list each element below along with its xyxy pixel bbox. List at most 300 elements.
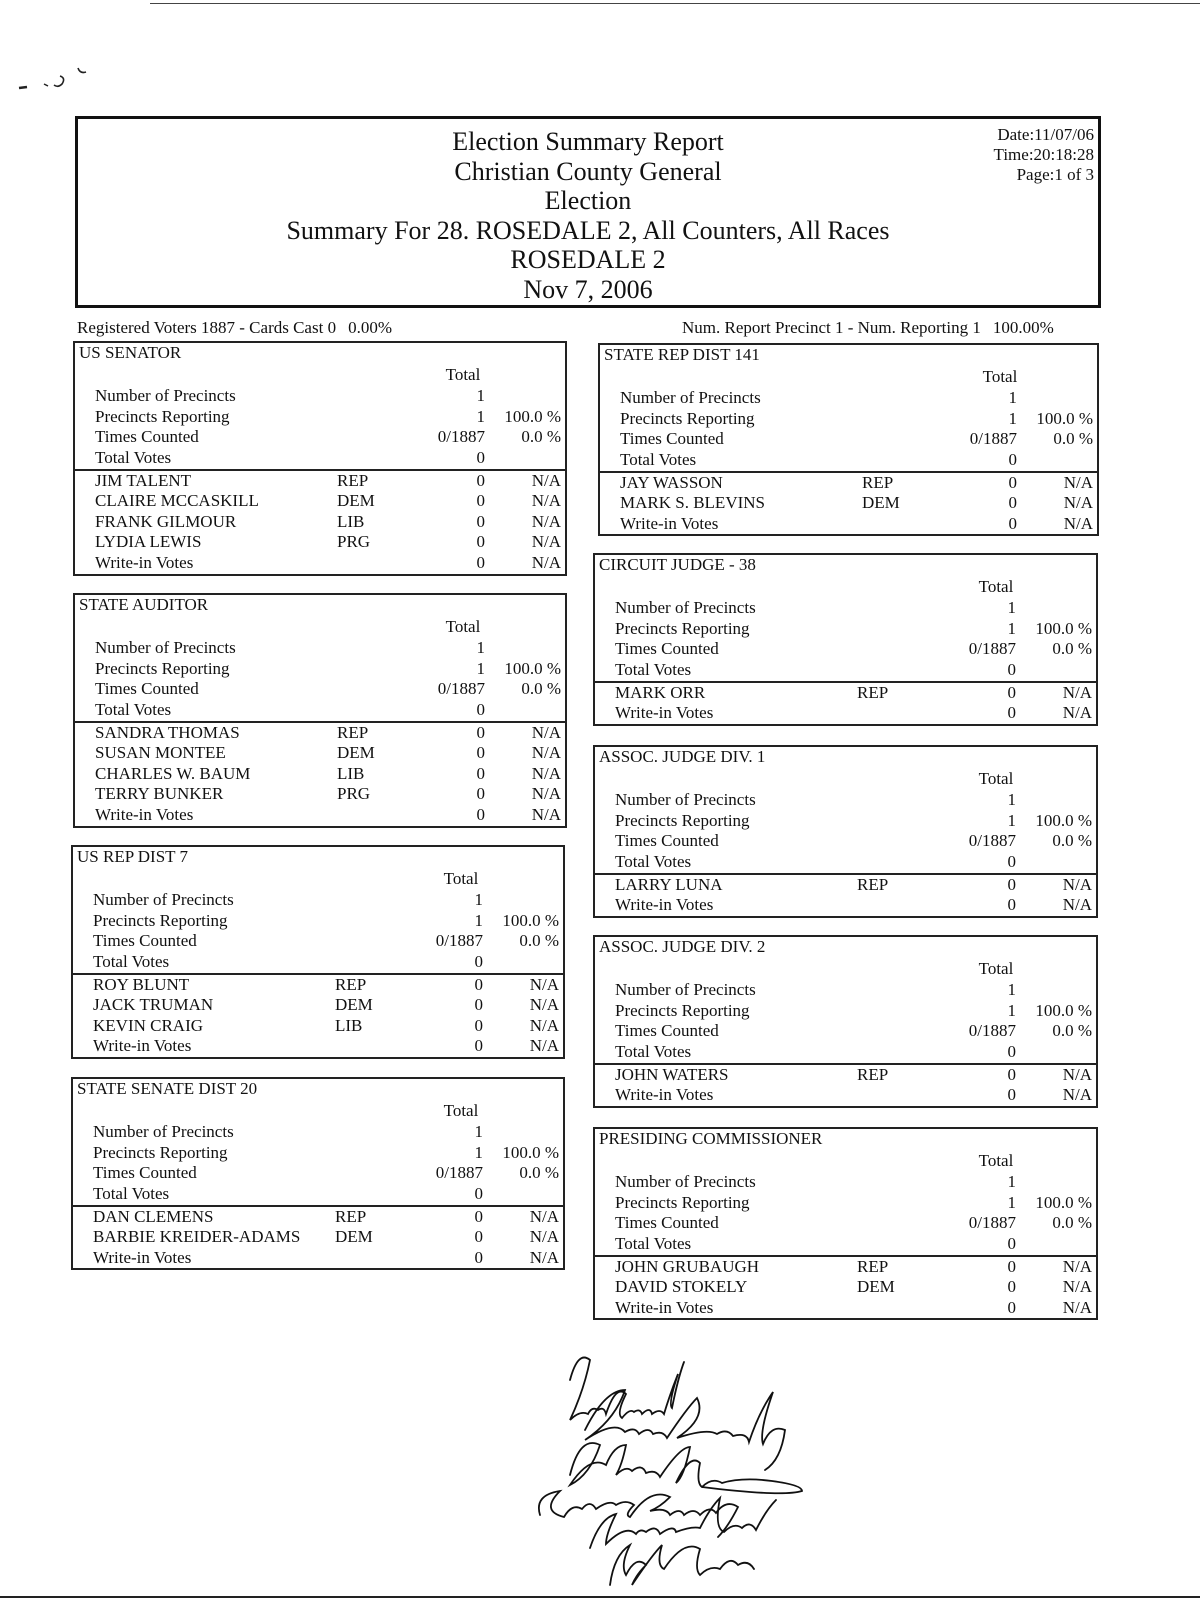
candidate-votes: 0 — [474, 1227, 483, 1247]
candidate-row — [73, 1227, 563, 1248]
stat-value: 0/1887 — [968, 639, 1016, 659]
stat-value: 1 — [476, 386, 485, 406]
stat-value: 0 — [476, 699, 485, 719]
candidate-votes: 0 — [476, 511, 485, 531]
stat-percent: 0.0 % — [1052, 1213, 1092, 1233]
race-stat-row — [595, 980, 1096, 1001]
race-stat-row — [73, 1143, 563, 1164]
candidate-votes: 0 — [474, 974, 483, 994]
stat-value: 0/1887 — [968, 1213, 1016, 1233]
stat-value: 0/1887 — [968, 1021, 1016, 1041]
candidate-party: LIB — [335, 1015, 363, 1035]
candidate-row — [595, 1065, 1096, 1086]
candidate-percent: N/A — [1062, 874, 1092, 894]
candidate-row — [600, 473, 1097, 494]
scan-top-edge-line — [150, 3, 1200, 4]
report-title-line: Election Summary Report — [452, 127, 724, 156]
candidate-percent: N/A — [531, 763, 561, 783]
candidate-name: DAVID STOKELY — [615, 1277, 748, 1297]
candidate-party: DEM — [337, 743, 375, 763]
candidate-row — [75, 491, 565, 512]
race-stat-row — [595, 1193, 1096, 1214]
report-title-line: Summary For 28. ROSEDALE 2, All Counters, All Races — [286, 215, 890, 245]
candidate-percent: N/A — [1062, 703, 1092, 723]
stat-value: 1 — [476, 658, 485, 678]
stat-label: Number of Precincts — [615, 598, 756, 618]
candidate-percent: N/A — [529, 974, 559, 994]
report-time: Time:20:18:28 — [993, 145, 1094, 164]
candidate-row — [595, 1298, 1096, 1319]
race-box — [593, 1127, 1098, 1320]
stat-percent: 0.0 % — [1052, 831, 1092, 851]
race-stat-row — [595, 831, 1096, 852]
scan-bottom-edge-line — [0, 1596, 1200, 1598]
total-column-header: Total — [445, 365, 481, 384]
total-column-header: Total — [978, 577, 1014, 596]
candidate-votes: 0 — [474, 1206, 483, 1226]
race-stat-row — [595, 1042, 1096, 1063]
race-rows — [595, 1172, 1096, 1318]
stat-percent: 100.0 % — [504, 406, 561, 426]
candidate-percent: N/A — [531, 552, 561, 572]
report-meta — [994, 125, 1094, 185]
stat-value: 1 — [476, 638, 485, 658]
stat-value: 1 — [1008, 388, 1017, 408]
registered-voters-text: Registered Voters 1887 - Cards Cast 0 — [77, 318, 337, 337]
candidate-votes: 0 — [1008, 493, 1017, 513]
stat-value: 0/1887 — [435, 931, 483, 951]
stat-label: Precincts Reporting — [615, 618, 750, 638]
race-rows — [75, 386, 565, 573]
stat-percent: 0.0 % — [521, 427, 561, 447]
stat-value: 0 — [1007, 1041, 1016, 1061]
candidate-name: MARK S. BLEVINS — [620, 493, 765, 513]
candidate-row — [595, 683, 1096, 704]
candidate-votes: 0 — [474, 1015, 483, 1035]
stat-value: 1 — [1008, 408, 1017, 428]
stat-value: 0 — [1008, 449, 1017, 469]
candidate-row — [595, 1257, 1096, 1278]
candidate-row — [73, 1016, 563, 1037]
candidate-name: BARBIE KREIDER-ADAMS — [93, 1227, 301, 1247]
stat-value: 1 — [1007, 598, 1016, 618]
candidate-row — [600, 514, 1097, 535]
candidate-percent: N/A — [531, 743, 561, 763]
stat-value: 0 — [1007, 1233, 1016, 1253]
candidate-percent: N/A — [531, 491, 561, 511]
stat-percent: 100.0 % — [1036, 408, 1093, 428]
candidate-party: REP — [857, 682, 889, 702]
stat-label: Precincts Reporting — [93, 910, 228, 930]
report-title-line: Nov 7, 2006 — [523, 274, 653, 304]
race-stat-row — [73, 1184, 563, 1205]
candidate-party: REP — [857, 1256, 889, 1276]
race-stat-row — [73, 1163, 563, 1184]
stat-percent: 100.0 % — [1035, 1192, 1092, 1212]
race-stat-row — [600, 450, 1097, 471]
candidate-percent: N/A — [1062, 895, 1092, 915]
candidate-name: SANDRA THOMAS — [95, 722, 240, 742]
report-header — [75, 116, 1101, 308]
race-stat-row — [75, 448, 565, 469]
candidate-votes: 0 — [1007, 1256, 1016, 1276]
candidate-name: FRANK GILMOUR — [95, 511, 237, 531]
candidate-party: REP — [337, 470, 369, 490]
race-stat-row — [73, 1122, 563, 1143]
report-title-line: ROSEDALE 2 — [510, 245, 666, 274]
candidate-votes: 0 — [1007, 1064, 1016, 1084]
candidate-party: REP — [862, 472, 894, 492]
candidate-party: REP — [857, 874, 889, 894]
race-stat-row — [595, 639, 1096, 660]
candidate-name: JACK TRUMAN — [93, 995, 214, 1015]
stat-label: Total Votes — [615, 1041, 692, 1061]
stat-percent: 0.0 % — [1053, 429, 1093, 449]
candidate-votes: 0 — [1007, 1085, 1016, 1105]
candidate-party: LIB — [337, 511, 365, 531]
candidate-percent: N/A — [1063, 493, 1093, 513]
stat-value: 0/1887 — [969, 429, 1017, 449]
stat-label: Number of Precincts — [615, 980, 756, 1000]
candidate-row — [75, 512, 565, 533]
race-box — [73, 341, 567, 576]
race-box — [593, 935, 1098, 1108]
candidate-votes: 0 — [1008, 472, 1017, 492]
candidate-party: PRG — [337, 532, 371, 552]
candidate-votes: 0 — [476, 763, 485, 783]
stat-label: Times Counted — [615, 1021, 719, 1041]
race-stat-row — [73, 890, 563, 911]
race-stat-row — [595, 619, 1096, 640]
race-title: STATE REP DIST 141 — [604, 345, 760, 364]
candidate-name: LARRY LUNA — [615, 874, 723, 894]
candidate-row — [75, 805, 565, 826]
candidate-percent: N/A — [1063, 513, 1093, 533]
candidate-row — [595, 875, 1096, 896]
race-title: US REP DIST 7 — [77, 847, 188, 866]
stat-label: Number of Precincts — [615, 1172, 756, 1192]
candidate-name: MARK ORR — [615, 682, 706, 702]
candidate-percent: N/A — [1062, 1256, 1092, 1276]
candidate-votes: 0 — [474, 1036, 483, 1056]
candidate-percent: N/A — [531, 532, 561, 552]
race-box — [593, 553, 1098, 726]
candidate-party: DEM — [335, 995, 373, 1015]
candidate-row — [75, 471, 565, 492]
race-title: ASSOC. JUDGE DIV. 1 — [599, 747, 766, 766]
candidate-votes: 0 — [476, 743, 485, 763]
race-stat-row — [75, 679, 565, 700]
candidate-percent: N/A — [529, 1227, 559, 1247]
candidate-party: DEM — [337, 491, 375, 511]
candidate-percent: N/A — [531, 722, 561, 742]
race-stat-row — [595, 790, 1096, 811]
race-title: US SENATOR — [79, 343, 182, 362]
race-stat-row — [595, 1234, 1096, 1255]
candidate-votes: 0 — [474, 1247, 483, 1267]
candidate-row — [75, 532, 565, 553]
report-title-line: Election — [544, 186, 632, 215]
candidate-row — [595, 703, 1096, 724]
race-box — [73, 593, 567, 828]
candidate-party: REP — [335, 974, 367, 994]
race-rows — [73, 890, 563, 1057]
stat-value: 1 — [474, 890, 483, 910]
candidate-name: ROY BLUNT — [93, 974, 190, 994]
candidate-row — [75, 553, 565, 574]
candidate-row — [73, 1036, 563, 1057]
stat-value: 0/1887 — [968, 831, 1016, 851]
stat-label: Times Counted — [620, 429, 724, 449]
race-stat-row — [595, 1021, 1096, 1042]
candidate-row — [595, 1085, 1096, 1106]
candidate-name: Write-in Votes — [95, 804, 194, 824]
stat-label: Number of Precincts — [620, 388, 761, 408]
stat-value: 0 — [474, 1183, 483, 1203]
stat-percent: 0.0 % — [521, 679, 561, 699]
candidate-votes: 0 — [476, 804, 485, 824]
candidate-row — [75, 764, 565, 785]
candidate-name: DAN CLEMENS — [93, 1206, 214, 1226]
candidate-votes: 0 — [476, 784, 485, 804]
stat-value: 0 — [476, 447, 485, 467]
stat-percent: 0.0 % — [1052, 639, 1092, 659]
candidate-party: DEM — [857, 1277, 895, 1297]
candidate-votes: 0 — [476, 491, 485, 511]
stat-value: 1 — [1007, 1192, 1016, 1212]
candidate-name: Write-in Votes — [615, 895, 714, 915]
registered-voters-line — [77, 318, 392, 338]
candidate-votes: 0 — [1007, 682, 1016, 702]
stat-label: Total Votes — [615, 851, 692, 871]
stat-label: Precincts Reporting — [95, 406, 230, 426]
race-stat-row — [73, 952, 563, 973]
candidate-party: DEM — [862, 493, 900, 513]
stat-value: 1 — [1007, 980, 1016, 1000]
total-column-header: Total — [443, 1101, 479, 1120]
candidate-name: LYDIA LEWIS — [95, 532, 202, 552]
race-stat-row — [75, 700, 565, 721]
stat-label: Precincts Reporting — [95, 658, 230, 678]
candidate-name: CHARLES W. BAUM — [95, 763, 251, 783]
candidate-row — [600, 493, 1097, 514]
race-stat-row — [75, 427, 565, 448]
candidate-row — [73, 975, 563, 996]
race-stat-row — [595, 1213, 1096, 1234]
race-box — [71, 845, 565, 1059]
race-stat-row — [595, 1001, 1096, 1022]
candidate-party: DEM — [335, 1227, 373, 1247]
candidate-percent: N/A — [531, 470, 561, 490]
candidate-percent: N/A — [1062, 1297, 1092, 1317]
race-stat-row — [600, 388, 1097, 409]
candidate-percent: N/A — [531, 804, 561, 824]
stat-value: 1 — [1007, 790, 1016, 810]
candidate-row — [73, 1207, 563, 1228]
precinct-reporting-pct: 100.00% — [992, 318, 1054, 337]
candidate-party: REP — [337, 722, 369, 742]
stat-value: 1 — [1007, 1000, 1016, 1020]
candidate-name: JOHN GRUBAUGH — [615, 1256, 760, 1276]
race-stat-row — [595, 598, 1096, 619]
candidate-votes: 0 — [1007, 874, 1016, 894]
stat-value: 1 — [474, 910, 483, 930]
candidate-percent: N/A — [529, 995, 559, 1015]
stat-label: Number of Precincts — [93, 890, 234, 910]
candidate-name: Write-in Votes — [95, 552, 194, 572]
race-stat-row — [600, 429, 1097, 450]
candidate-name: JIM TALENT — [95, 470, 192, 490]
stat-label: Precincts Reporting — [93, 1142, 228, 1162]
precinct-reporting-text: Num. Report Precinct 1 - Num. Reporting 1 — [682, 318, 981, 337]
report-date: Date:11/07/06 — [997, 125, 1094, 144]
total-column-header: Total — [978, 769, 1014, 788]
stat-value: 0/1887 — [435, 1163, 483, 1183]
stat-label: Times Counted — [615, 831, 719, 851]
candidate-percent: N/A — [1063, 472, 1093, 492]
race-stat-row — [75, 659, 565, 680]
candidate-row — [73, 995, 563, 1016]
race-rows — [595, 598, 1096, 724]
candidate-percent: N/A — [1062, 682, 1092, 702]
candidate-name: Write-in Votes — [615, 703, 714, 723]
race-title: STATE SENATE DIST 20 — [77, 1079, 258, 1098]
candidate-party: PRG — [337, 784, 371, 804]
stat-label: Number of Precincts — [95, 386, 236, 406]
stat-label: Total Votes — [620, 449, 697, 469]
report-title — [248, 127, 928, 304]
stat-percent: 100.0 % — [502, 1142, 559, 1162]
stat-label: Total Votes — [615, 1233, 692, 1253]
race-stat-row — [595, 852, 1096, 873]
candidate-votes: 0 — [476, 470, 485, 490]
race-stat-row — [75, 638, 565, 659]
candidate-name: Write-in Votes — [615, 1085, 714, 1105]
candidate-row — [75, 784, 565, 805]
candidate-percent: N/A — [529, 1247, 559, 1267]
candidate-party: REP — [335, 1206, 367, 1226]
stat-value: 0 — [474, 951, 483, 971]
race-stat-row — [75, 386, 565, 407]
stat-label: Precincts Reporting — [615, 1192, 750, 1212]
race-stat-row — [600, 409, 1097, 430]
candidate-name: Write-in Votes — [620, 513, 719, 533]
race-stat-row — [75, 407, 565, 428]
candidate-name: CLAIRE MCCASKILL — [95, 491, 259, 511]
race-rows — [75, 638, 565, 825]
report-title-line: Christian County General — [454, 156, 722, 186]
stat-label: Total Votes — [615, 659, 692, 679]
candidate-votes: 0 — [476, 722, 485, 742]
race-box — [598, 343, 1099, 536]
total-column-header: Total — [978, 959, 1014, 978]
candidate-votes: 0 — [1007, 1277, 1016, 1297]
candidate-name: Write-in Votes — [93, 1247, 192, 1267]
candidate-percent: N/A — [529, 1036, 559, 1056]
stat-label: Total Votes — [93, 1183, 170, 1203]
stat-label: Times Counted — [615, 1213, 719, 1233]
handwritten-signatures — [530, 1330, 970, 1595]
candidate-row — [75, 723, 565, 744]
stat-label: Total Votes — [93, 951, 170, 971]
race-title: PRESIDING COMMISSIONER — [599, 1129, 823, 1148]
stat-percent: 100.0 % — [504, 658, 561, 678]
stat-label: Times Counted — [93, 1163, 197, 1183]
stat-value: 1 — [476, 406, 485, 426]
stat-value: 1 — [474, 1122, 483, 1142]
race-rows — [595, 980, 1096, 1106]
race-rows — [73, 1122, 563, 1268]
race-stat-row — [595, 811, 1096, 832]
total-column-header: Total — [445, 617, 481, 636]
stat-percent: 100.0 % — [502, 910, 559, 930]
candidate-row — [595, 895, 1096, 916]
stat-label: Times Counted — [95, 427, 199, 447]
stat-label: Precincts Reporting — [615, 810, 750, 830]
race-title: STATE AUDITOR — [79, 595, 209, 614]
total-column-header: Total — [982, 367, 1018, 386]
precinct-reporting-line — [682, 318, 1054, 338]
candidate-row — [73, 1248, 563, 1269]
stat-percent: 100.0 % — [1035, 1000, 1092, 1020]
stat-percent: 100.0 % — [1035, 618, 1092, 638]
race-stat-row — [595, 660, 1096, 681]
candidate-percent: N/A — [1062, 1064, 1092, 1084]
stat-label: Times Counted — [95, 679, 199, 699]
candidate-percent: N/A — [1062, 1085, 1092, 1105]
scan-speck-marks — [16, 66, 106, 96]
stat-label: Precincts Reporting — [620, 408, 755, 428]
race-box — [593, 745, 1098, 918]
candidate-votes: 0 — [476, 532, 485, 552]
race-rows — [600, 388, 1097, 534]
candidate-votes: 0 — [1007, 703, 1016, 723]
candidate-row — [595, 1277, 1096, 1298]
stat-value: 0 — [1007, 659, 1016, 679]
candidate-name: TERRY BUNKER — [95, 784, 224, 804]
stat-value: 1 — [1007, 810, 1016, 830]
stat-label: Number of Precincts — [93, 1122, 234, 1142]
race-stat-row — [595, 1172, 1096, 1193]
stat-label: Total Votes — [95, 699, 172, 719]
stat-value: 0/1887 — [437, 427, 485, 447]
stat-value: 0 — [1007, 851, 1016, 871]
race-stat-row — [73, 931, 563, 952]
race-box — [71, 1077, 565, 1270]
stat-label: Number of Precincts — [95, 638, 236, 658]
candidate-percent: N/A — [529, 1015, 559, 1035]
stat-percent: 0.0 % — [519, 931, 559, 951]
total-column-header: Total — [443, 869, 479, 888]
candidate-row — [75, 743, 565, 764]
candidate-party: REP — [857, 1064, 889, 1084]
stat-value: 1 — [1007, 1172, 1016, 1192]
stat-label: Precincts Reporting — [615, 1000, 750, 1020]
race-title: ASSOC. JUDGE DIV. 2 — [599, 937, 766, 956]
race-stat-row — [73, 911, 563, 932]
candidate-name: KEVIN CRAIG — [93, 1015, 204, 1035]
candidate-percent: N/A — [531, 784, 561, 804]
stat-label: Times Counted — [615, 639, 719, 659]
cards-cast-pct: 0.00% — [348, 318, 392, 337]
candidate-votes: 0 — [476, 552, 485, 572]
stat-label: Number of Precincts — [615, 790, 756, 810]
candidate-votes: 0 — [1008, 513, 1017, 533]
candidate-percent: N/A — [1062, 1277, 1092, 1297]
candidate-name: SUSAN MONTEE — [95, 743, 226, 763]
stat-value: 1 — [474, 1142, 483, 1162]
race-title: CIRCUIT JUDGE - 38 — [599, 555, 756, 574]
